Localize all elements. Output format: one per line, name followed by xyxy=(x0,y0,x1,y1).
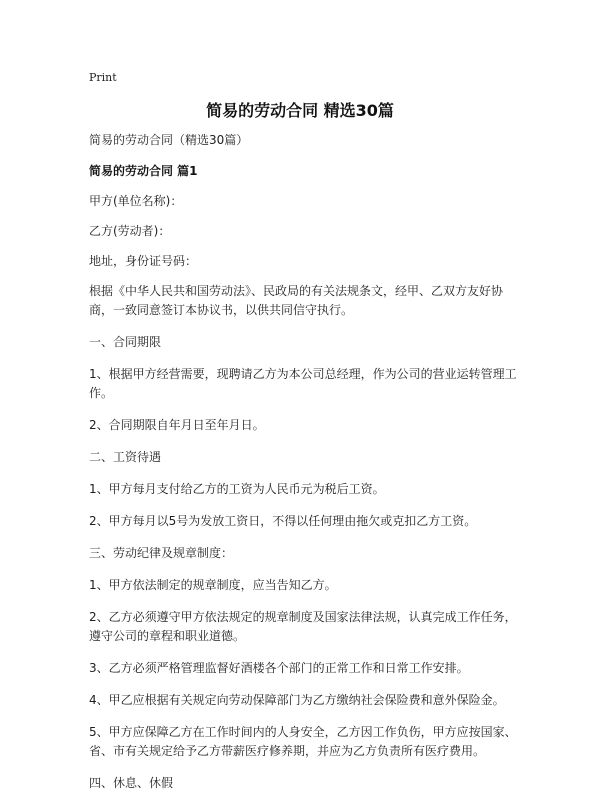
heading-wages: 二、工资待遇 xyxy=(89,450,162,464)
party-a-line: 甲方(单位名称)： xyxy=(89,194,183,208)
heading-contract-term: 一、合同期限 xyxy=(89,335,162,349)
paragraph: 2、合同期限自年月日至年月日。 xyxy=(89,418,265,432)
document-subtitle: 简易的劳动合同（精选30篇） xyxy=(89,133,249,147)
document-title: 简易的劳动合同 精选30篇 xyxy=(206,101,394,120)
paragraph: 4、甲乙应根据有关规定向劳动保障部门为乙方缴纳社会保险费和意外保险金。 xyxy=(89,693,505,707)
paragraph: 2、甲方每月以5号为发放工资日，不得以任何理由拖欠或克扣乙方工资。 xyxy=(89,514,477,528)
paragraph: 1、根据甲方经营需要，现聘请乙方为本公司总经理，作为公司的营业运转管理工作。 xyxy=(89,367,517,400)
party-b-line: 乙方(劳动者)： xyxy=(89,224,171,238)
paragraph: 1、甲方每月支付给乙方的工资为人民币元为税后工资。 xyxy=(89,482,385,496)
heading-rest-leave: 四、休息、休假 xyxy=(89,776,174,790)
section-title: 简易的劳动合同 篇1 xyxy=(89,164,198,178)
intro-paragraph: 根据《中华人民共和国劳动法》、民政局的有关法规条文，经甲、乙双方友好协商，一致同意签订本协议书，以供共同信守执行。 xyxy=(89,284,504,317)
document-body xyxy=(89,131,521,793)
paragraph: 2、乙方必须遵守甲方依法规定的规章制度及国家法律法规，认真完成工作任务，遵守公司的章程和职业道德。 xyxy=(89,610,517,643)
paragraph: 3、乙方必须严格管理监督好酒楼各个部门的正常工作和日常工作安排。 xyxy=(89,661,469,675)
heading-discipline: 三、劳动纪律及规章制度： xyxy=(89,546,234,560)
paragraph: 1、甲方依法制定的规章制度，应当告知乙方。 xyxy=(89,578,337,592)
print-label[interactable]: Print xyxy=(89,71,117,84)
address-line: 地址，身份证号码： xyxy=(89,254,198,268)
paragraph: 5、甲方应保障乙方在工作时间内的人身安全，乙方因工作负伤，甲方应按国家、省、市有关规定给予乙方带薪医疗修养期，并应为乙方负责所有医疗费用。 xyxy=(89,725,517,758)
